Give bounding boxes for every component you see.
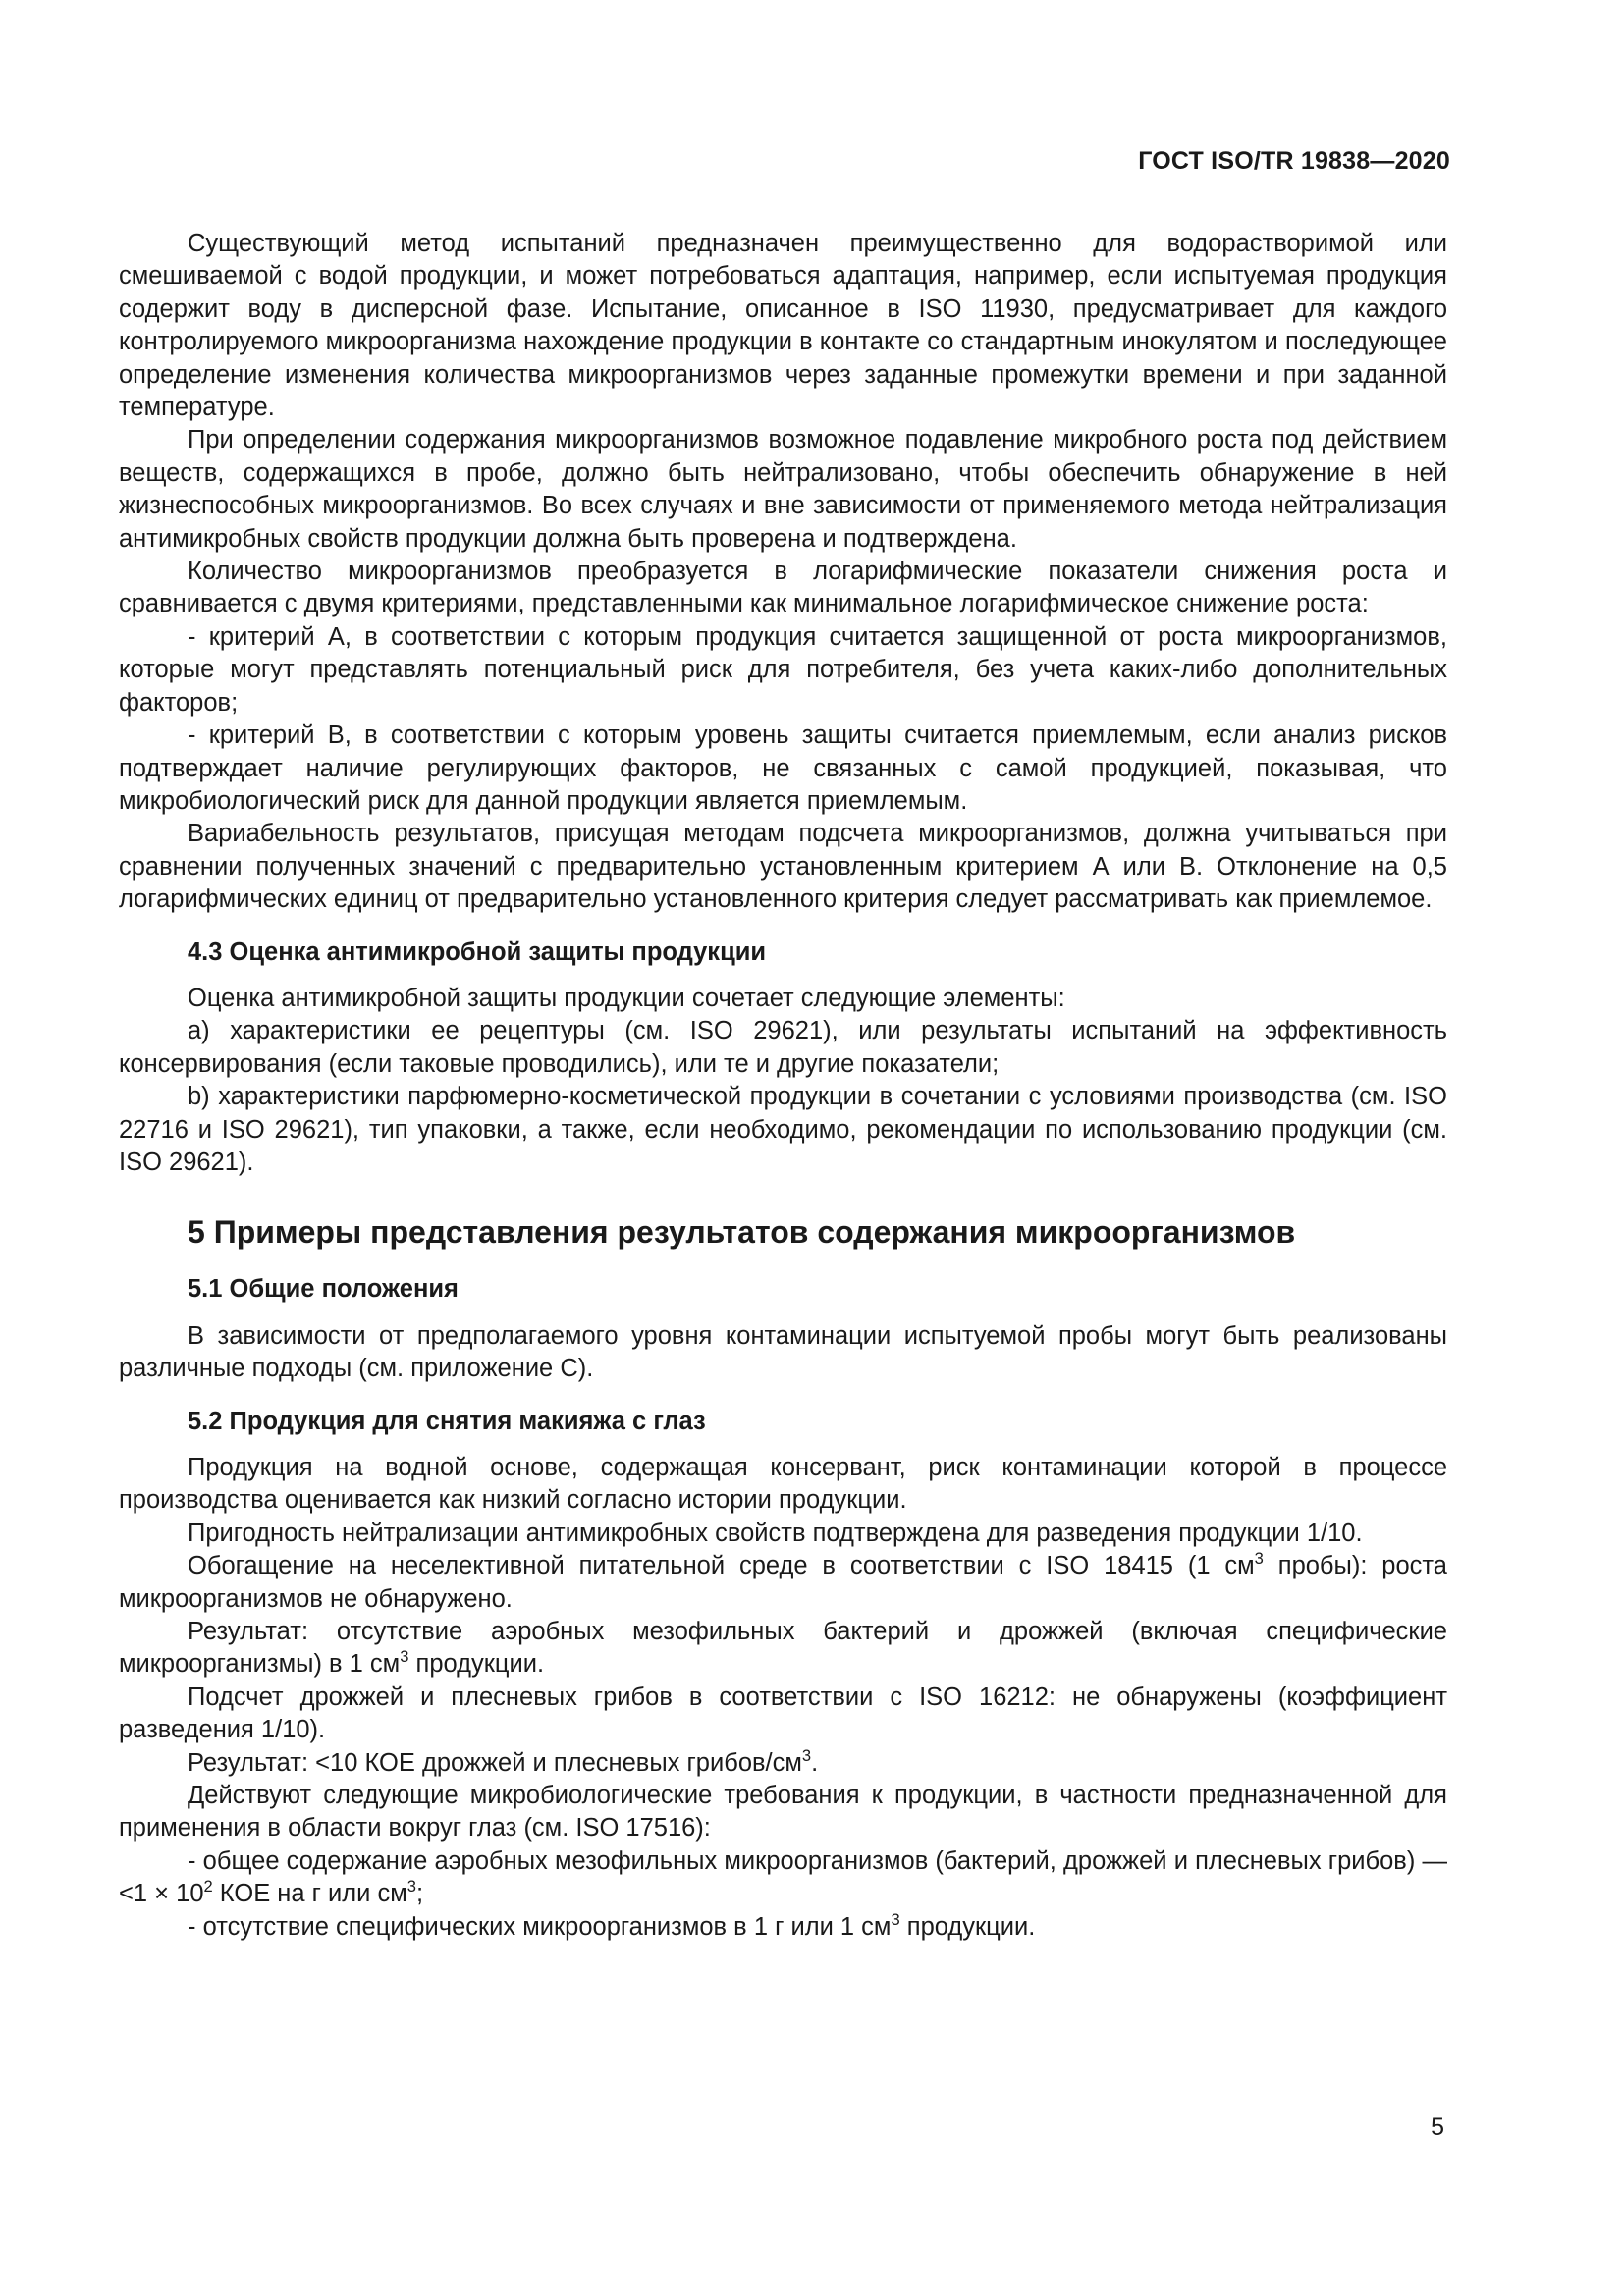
paragraph: Количество микроорганизмов преобразуется в логарифмические показатели снижения роста и сравнивается с двумя критериями, представленными как минимальное логарифмическое снижение роста: (119, 558, 1447, 618)
page-content (119, 228, 1447, 1944)
text-run: продукции. (408, 1650, 545, 1679)
paragraph: При определении содержания микроорганизмов возможное подавление микробного роста под действием веществ, содержащихся в пробе, должно быть нейтрализовано, чтобы обеспечить обнаружение в ней жизнеспособных микроорганизмов. Во всех случаях и вне зависимости от применяемого метода нейтрализация антимикробных свойств продукции должна быть проверена и подтверждена. (119, 426, 1447, 553)
paragraph: Действуют следующие микробиологические требования к продукции, в частности предназначенной для применения в области вокруг глаз (см. ISO 17516): (119, 1782, 1447, 1842)
paragraph: Оценка антимикробной защиты продукции сочетает следующие элементы: (188, 984, 1065, 1012)
paragraph: Пригодность нейтрализации антимикробных свойств подтверждена для разведения продукции 1/10. (188, 1519, 1363, 1547)
list-item (119, 1845, 1447, 1911)
text-run: ; (416, 1880, 424, 1908)
list-item-a: а) характеристики ее рецептуры (см. ISO 29621), или результаты испытаний на эффективность консервирования (если таковые проводились), или те и другие показатели; (119, 1017, 1447, 1078)
text-run: Обогащение на неселективной питательной среде в соответствии с ISO 18415 (1 см (188, 1552, 1255, 1580)
section-heading-5-2: 5.2 Продукция для снятия макияжа с глаз (188, 1407, 706, 1435)
paragraph: В зависимости от предполагаемого уровня контаминации испытуемой пробы могут быть реализованы различные подходы (см. приложение С). (119, 1321, 1447, 1383)
text-run: - общее содержание аэробных мезофильных микроорганизмов (бактерий, дрожжей и плесневых грибов) — <1 × 10 (119, 1846, 1447, 1908)
text-run: Результат: отсутствие аэробных мезофильных бактерий и дрожжей (включая специфические микроорганизмы) в 1 см (119, 1618, 1447, 1679)
superscript: 3 (891, 1909, 900, 1929)
text-run: . (811, 1748, 819, 1777)
paragraph (119, 1747, 1447, 1780)
superscript: 3 (406, 1877, 416, 1896)
text-run: продукции. (899, 1912, 1036, 1941)
superscript: 2 (203, 1877, 213, 1896)
section-heading-5: 5 Примеры представления результатов содержания микроорганизмов (188, 1214, 1296, 1251)
list-item-criterion-b: - критерий В, в соответствии с которым уровень защиты считается приемлемым, если анализ рисков подтверждает наличие регулирующих факторов, не связанных с самой продукцией, показывая, что микробиологический риск для данной продукции является приемлемым. (119, 721, 1447, 815)
section-heading-4-3: 4.3 Оценка антимикробной защиты продукции (188, 937, 767, 966)
list-item-criterion-a: - критерий А, в соответствии с которым продукция считается защищенной от роста микроорганизмов, которые могут представлять потенциальный риск для потребителя, без учета каких-либо дополнительных факторов; (119, 622, 1447, 717)
text-run: Результат: <10 КОЕ дрожжей и плесневых грибов/см (188, 1748, 802, 1777)
paragraph (119, 1616, 1447, 1682)
superscript: 3 (801, 1745, 812, 1765)
paragraph (119, 1550, 1447, 1616)
paragraph: Продукция на водной основе, содержащая консервант, риск контаминации которой в процессе производства оценивается как низкий согласно истории продукции. (119, 1454, 1447, 1515)
text-run: пробы): роста микроорганизмов не обнаружено. (119, 1552, 1447, 1613)
paragraph: Существующий метод испытаний предназначен преимущественно для водорастворимой или смешиваемой с водой продукции, и может потребоваться адаптация, например, если испытуемая продукция содержит воду в дисперсной фазе. Испытание, описанное в ISO 11930, предусматривает для каждого контролируемого микроорганизма нахождение продукции в контакте со стандартным инокулятом и последующее определение изменения количества микроорганизмов через заданные промежутки времени и при заданной температуре. (119, 230, 1447, 422)
list-item-b: b) характеристики парфюмерно-косметической продукции в сочетании с условиями производства (см. ISO 22716 и ISO 29621), тип упаковки, а также, если необходимо, рекомендации по использованию продукции (см. ISO 29621). (119, 1083, 1447, 1176)
document-code: ГОСТ ISO/TR 19838—2020 (1138, 147, 1450, 175)
list-item (119, 1911, 1447, 1944)
page-number: 5 (1431, 2113, 1444, 2141)
text-run: - отсутствие специфических микроорганизмов в 1 г или 1 см (188, 1912, 892, 1941)
section-heading-5-1: 5.1 Общие положения (188, 1275, 459, 1304)
paragraph: Вариабельность результатов, присущая методам подсчета микроорганизмов, должна учитываться при сравнении полученных значений с предварительно установленным критерием А или В. Отклонение на 0,5 логарифмических единиц от предварительно установленного критерия следует рассматривать как приемлемое. (119, 820, 1447, 914)
text-run: КОЕ на г или см (212, 1880, 407, 1908)
paragraph: Подсчет дрожжей и плесневых грибов в соответствии с ISO 16212: не обнаружены (коэффициент разведения 1/10). (119, 1682, 1447, 1744)
superscript: 3 (400, 1647, 409, 1667)
superscript: 3 (1254, 1549, 1264, 1569)
